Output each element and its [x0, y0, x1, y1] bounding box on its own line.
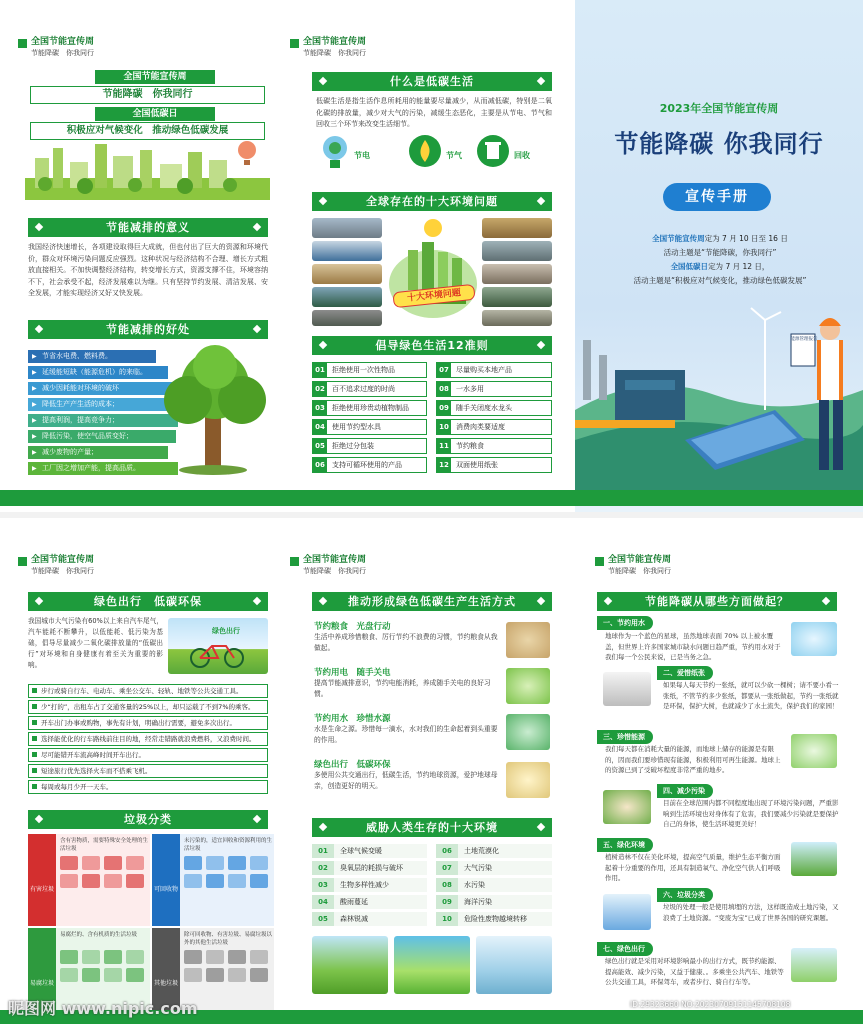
benefit-item: ▶ 工厂因之增加产能，提高品质。 [28, 462, 178, 475]
leaf-icon [290, 39, 299, 48]
cover-badge: 宣传手册 [663, 183, 771, 211]
start-item-title: 六、垃圾分类 [657, 888, 713, 902]
problems-center-label: 十大环境问题 [392, 284, 475, 308]
rule-item: 12 双面使用纸张 [436, 457, 552, 473]
start-item-text: 绿色出行就是采用对环境影响最小的出行方式，既节约能源、提高能效、减少污染，又益于健康、。多乘坐公共汽车、地铁等公共交通工具，环保驾车，或者步行、骑自行车等。 [605, 957, 784, 986]
low-carbon-text: 低碳生活是指生活作息所耗用的能量要尽量减少，从而减低碳，特别是二氧化碳的排放量，减少对大气的污染，减缓生态恶化，主要是从节电、节气和回收三个环节来改变生活细节。 [316, 97, 552, 128]
brand-title: 全国节能宣传周 [608, 555, 672, 565]
start-item-title: 四、减少污染 [657, 784, 713, 798]
push-item-text: 多使用公共交通出行，低碳生活，节约地球资源，爱护地球母亲，创造更好的明天。 [314, 771, 498, 790]
benefit-item: ▶ 降低污染，使空气品质变好； [28, 430, 176, 443]
banner-week-slogan: 节能降碳 你我同行 [30, 86, 265, 104]
threat-item: 09 海洋污染 [436, 895, 552, 909]
rule-item: 01 拒绝使用一次性物品 [312, 362, 427, 378]
bicycle-image [394, 936, 470, 994]
start-item-text: 我们每天都在消耗大量的能源，而地球上储存的能源是有限的，因而我们要珍惜现有能源，积极利用可再生能源。地球上的资源已到了受破坏程度非常严重的地步。 [605, 745, 781, 774]
brand-slogan: 节能降碳 你我同行 [608, 567, 671, 575]
benefit-item: ▶ 减少废物的产量； [28, 446, 168, 459]
green-bulb-image [506, 668, 550, 704]
icon-label-recycle: 回收 [514, 151, 530, 160]
threat-item: 04 酸雨蔓延 [312, 895, 427, 909]
water-saving-image [791, 622, 837, 656]
threat-item: 06 土地荒漠化 [436, 844, 552, 858]
bottom-sheet [0, 512, 863, 1024]
green-city-illustration [25, 138, 270, 200]
leaf-icon [18, 557, 27, 566]
brand-logo [290, 554, 366, 576]
rule-item: 09 随手关闭度水龙头 [436, 400, 552, 416]
rule-item: 10 消费肉类要适度 [436, 419, 552, 435]
push-item-text: 提高节能减排意识，节约电能消耗，养成随手关电的良好习惯。 [314, 679, 491, 698]
brand-slogan: 节能降碳 你我同行 [303, 49, 366, 57]
brand-logo [18, 36, 94, 58]
rule-item: 11 节约粮食 [436, 438, 552, 454]
energy-bulb-image [791, 734, 837, 768]
tree-planting-image [312, 936, 388, 994]
brand-logo [595, 554, 671, 576]
tree-illustration [160, 345, 270, 475]
bottom-panel-2 [290, 518, 575, 1024]
benefit-item: ▶ 减少因耗能对环境的破坏 [28, 382, 176, 395]
waste-title: 垃圾分类 [28, 810, 268, 829]
start-item-title: 一、节约用水 [597, 616, 653, 630]
cyclist-image [506, 762, 550, 798]
start-item-text: 如果每人每天节约一张纸，就可以少砍一棵树；请不要小看一张纸，不管节约多少张纸，都要从一张纸做起，节约一张纸就是环保，保护大树，也就减少了水土流失，保护我们的家园！ [663, 681, 839, 710]
bicycle-icon [188, 640, 248, 670]
start-item-text: 植树造林不仅在美化环境，提高空气质量，维护生态平衡方面起着十分重要的作用，还具有制造氧气、净化空气供人们呼吸作用。 [605, 853, 781, 882]
waste-recyclable: 可回收物 未污染的，适宜回收和资源利用的生活垃圾 [152, 834, 274, 926]
bulb-icon [320, 134, 350, 172]
banner-week-title: 全国节能宣传周 [95, 70, 215, 84]
water-drop-image [506, 714, 550, 750]
waste-sorting-image [476, 936, 552, 994]
problem-photo [482, 264, 552, 284]
start-item-text: 地球作为一个蓝色的星球，虽然地球表面 70% 以上被水覆盖，但世界上许多国家城市缺水问题日趋严重，节约用水对于我们每一个公民来说，已是当务之急。 [605, 632, 781, 661]
cover-year-title: 2023年全国节能宣传周 [659, 102, 779, 115]
top-panel-2 [290, 0, 575, 512]
push-title: 推动形成绿色低碳生产生活方式 [312, 592, 552, 611]
brand-slogan: 节能降碳 你我同行 [31, 567, 94, 575]
brand-title: 全国节能宣传周 [31, 555, 95, 565]
problem-photo [312, 287, 382, 307]
meaning-title: 节能减排的意义 [28, 218, 268, 237]
rule-item: 05 拒绝过分包装 [312, 438, 427, 454]
banner-day-slogan: 积极应对气候变化 推动绿色低碳发展 [30, 122, 265, 140]
cover-info: 全国节能宣传周定为 7 月 10 日至 16 日 活动主题是“节能降碳，你我同行” 全国低碳日定为 7 月 12 日， 活动主题是“积极应对气候变化，推动绿色低碳发展” [633, 234, 807, 285]
problem-photo [312, 264, 382, 284]
problem-photo [482, 310, 552, 326]
threat-item: 08 水污染 [436, 878, 552, 892]
top-panel-1 [0, 0, 290, 512]
recycle-bins-image [603, 894, 651, 930]
threat-item: 07 大气污染 [436, 861, 552, 875]
start-item-text: 目前在全球范围内都不同程度地出现了环境污染问题，严重影响到生活环境也对身体有了危害，我们要减少污染就是要保护自己的身体，使生活环境更美好！ [663, 799, 839, 828]
cover-main-slogan: 节能降碳 你我同行 [614, 130, 824, 158]
problem-photo [482, 287, 552, 307]
threat-item: 03 生物多样性减少 [312, 878, 427, 892]
start-item-text: 垃圾的处理一般是使用填埋的方法，这样既造成土地污染，又浪费了土地资源。“变废为宝”已成了世界各国的研究课题。 [663, 903, 839, 922]
start-item-title: 三、珍惜能源 [597, 730, 653, 744]
earth-city-illustration [386, 214, 480, 326]
green-bike-image [791, 948, 837, 982]
push-item-text: 水是生命之源。珍惜每一滴水，水对我们的生命起着到头重要的作用。 [314, 725, 498, 744]
meaning-text: 我国经济快速增长，各项建设取得巨大成就，但也付出了巨大的资源和环境代价，群众对环境污染问题反应强烈。这种状况与经济结构不合理、增长方式粗放直接相关。不加快调整经济结构，转变增长方式，资源支撑不住，环境容纳不下，社会承受不起，经济发展难以为继。只有坚持节约发展、清洁发展、安全发展，才能实现经济又好又快发展。 [28, 243, 268, 297]
threat-item: 05 森林锐减 [312, 912, 427, 926]
travel-tip: 短途旅行优先选择火车而不搭乘飞机。 [28, 764, 268, 778]
travel-tip: 步行或骑自行车、电动车、乘坐公交车、轻轨、地铁等公共交通工具。 [28, 684, 268, 698]
low-carbon-title: 什么是低碳生活 [312, 72, 552, 91]
brand-title: 全国节能宣传周 [31, 37, 95, 47]
benefit-item: ▶ 降低生产产生活的成本； [28, 398, 178, 411]
start-item-title: 五、绿化环境 [597, 838, 653, 852]
leaf-icon [18, 39, 27, 48]
leaf-icon [290, 557, 299, 566]
top-footer-bar [0, 490, 863, 506]
cover-panel [575, 0, 863, 512]
benefit-item: ▶ 提高利润，提高竞争力； [28, 414, 178, 427]
cover-info-week: 全国节能宣传周 [652, 234, 705, 243]
threat-item: 10 危险性废物越境转移 [436, 912, 552, 926]
green-travel-image [168, 618, 268, 674]
brand-title: 全国节能宣传周 [303, 37, 367, 47]
brand-logo [290, 36, 366, 58]
rice-image [506, 622, 550, 658]
rule-item: 07 尽量购买本地产品 [436, 362, 552, 378]
push-item-title: 节约粮食 光盘行动 [314, 622, 391, 632]
start-title: 节能降碳从哪些方面做起？ [597, 592, 837, 611]
leaf-icon [595, 557, 604, 566]
threat-item: 02 臭氧层的耗损与破坏 [312, 861, 427, 875]
flame-icon [408, 134, 442, 168]
rule-item: 02 百不追求过度的时尚 [312, 381, 427, 397]
rule-item: 08 一水多用 [436, 381, 552, 397]
green-travel-image-text: 绿色出行 [212, 627, 240, 635]
brand-slogan: 节能降碳 你我同行 [303, 567, 366, 575]
energy-industry-illustration [575, 300, 863, 490]
recycle-icon [476, 134, 510, 168]
start-item-title: 七、绿色出行 [597, 942, 653, 956]
printer-image [603, 672, 651, 706]
bottom-panel-1 [0, 518, 290, 1024]
push-item-title: 节约用水 珍惜水源 [314, 714, 391, 724]
watermark-id: ID:29323660 NO:20230709151145708108 [630, 1000, 791, 1009]
hands-plant-image [603, 790, 651, 824]
cover-info-day: 全国低碳日 [670, 262, 709, 271]
waste-hazardous: 有害垃圾 含有害物质，需要特殊安全处理的生活垃圾 [28, 834, 150, 926]
problem-photo [482, 218, 552, 238]
start-item-title: 二、爱惜纸张 [657, 666, 713, 680]
brand-slogan: 节能降碳 你我同行 [31, 49, 94, 57]
benefits-title: 节能减排的好处 [28, 320, 268, 339]
rule-item: 06 支持可循环使用的产品 [312, 457, 427, 473]
banner-day-title: 全国低碳日 [95, 107, 215, 121]
problem-photo [312, 310, 382, 326]
push-item-text: 生活中养成珍惜粮食、厉行节约不浪费的习惯，节约粮食从我做起。 [314, 633, 498, 652]
bottom-panel-3 [575, 518, 863, 1024]
rules-title: 倡导绿色生活12准则 [312, 336, 552, 355]
rule-item: 03 拒绝使用珍贵动植物制品 [312, 400, 427, 416]
benefit-item: ▶ 延缓能短缺（能源危机）的来临。 [28, 366, 168, 379]
problems-title: 全球存在的十大环境问题 [312, 192, 552, 211]
rule-item: 04 使用节约型水具 [312, 419, 427, 435]
waste-perishable: 易腐垃圾 易腐烂的、含有机质的生活垃圾 [28, 928, 150, 1020]
threat-item: 01 全球气候变暖 [312, 844, 427, 858]
waste-other: 其他垃圾 除可回收物、有害垃圾、易腐垃圾以外的其他生活垃圾 [152, 928, 274, 1020]
planting-image [791, 842, 837, 876]
problem-photo [312, 241, 382, 261]
problem-photo [482, 241, 552, 261]
push-item-title: 节约用电 随手关电 [314, 668, 391, 678]
travel-tip: 每周或每月少开一天车。 [28, 780, 268, 794]
travel-tip: 选择能优化的行车路线前往目的地，经常走错路就浪费燃料，又浪费时间。 [28, 732, 268, 746]
benefit-item: ▶ 节省水电费、燃料费。 [28, 350, 156, 363]
problem-photo [312, 218, 382, 238]
push-item-title: 绿色出行 低碳环保 [314, 760, 391, 770]
travel-text: 我国城市大气污染有60%以上来自汽车尾气，汽车能耗不断攀升，以低能耗、低污染为基础，倡导尽量减少二氧化碳排放量的“低碳出行”对环境和自身健康有着至关为重要的影响。 [28, 617, 163, 669]
travel-tip: 少“打的”，出租车占了交通客量的25%以上，却只运载了不到7%的乘客。 [28, 700, 268, 714]
brand-logo [18, 554, 94, 576]
icon-label-electricity: 节电 [354, 151, 370, 160]
watermark-site: 昵图网 www.nipic.com [8, 999, 198, 1018]
travel-title: 绿色出行 低碳环保 [28, 592, 268, 611]
board-label: 能源管理报告 [790, 337, 818, 342]
travel-tip: 尽可能错开车流高峰时间开车出行。 [28, 748, 268, 762]
travel-tip: 开车出门办事或购物，事先有计划，明确出行需要，避免多次出行。 [28, 716, 268, 730]
threats-title: 威胁人类生存的十大环境 [312, 818, 552, 837]
brand-title: 全国节能宣传周 [303, 555, 367, 565]
icon-label-gas: 节气 [446, 151, 462, 160]
